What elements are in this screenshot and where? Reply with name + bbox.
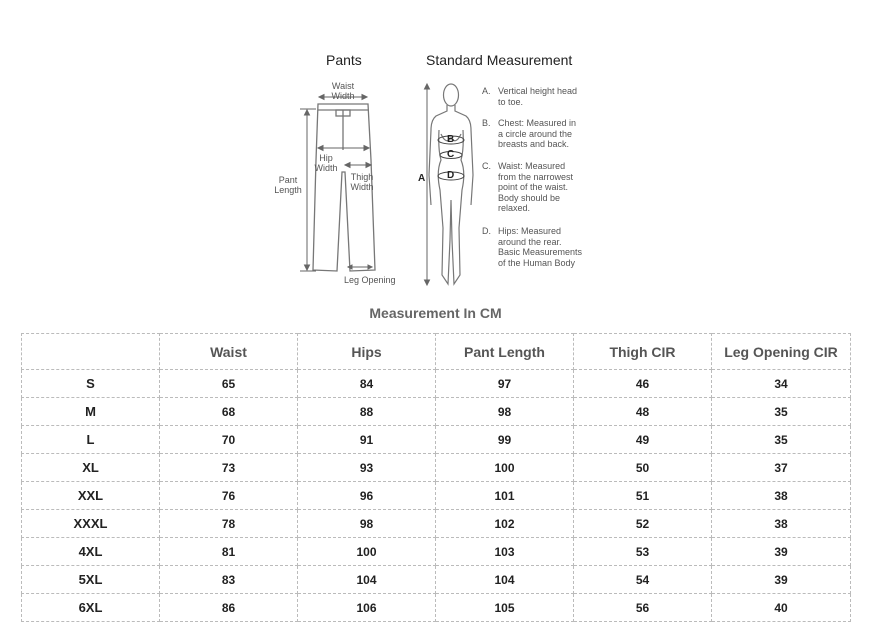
table-row bbox=[21, 538, 851, 566]
description-c: C. Waist: Measured from the narrowest point of the waist. Body should be relaxed. bbox=[482, 161, 574, 213]
waist-cell: 76 bbox=[160, 482, 298, 510]
standard-measurement-title: Standard Measurement bbox=[426, 52, 573, 68]
body-letter-b: B bbox=[447, 134, 455, 145]
hips-cell: 106 bbox=[298, 594, 436, 622]
leg-opening-cir-cell: 35 bbox=[712, 398, 851, 426]
thigh-cir-cell: 49 bbox=[574, 426, 712, 454]
leg-opening-cir-cell: 35 bbox=[712, 426, 851, 454]
height-arrow bbox=[425, 84, 430, 285]
waist-cell: 70 bbox=[160, 426, 298, 454]
leg-opening-label: Leg Opening bbox=[344, 275, 396, 285]
description-d: D. Hips: Measured around the rear. Basic Measurements of the Human Body bbox=[482, 226, 583, 268]
leg-opening-cir-cell: 39 bbox=[712, 538, 851, 566]
hips-cell: 93 bbox=[298, 454, 436, 482]
waist-cell: 65 bbox=[160, 370, 298, 398]
header-leg-opening-cir: Leg Opening CIR bbox=[712, 333, 851, 370]
size-cell: XL bbox=[21, 454, 160, 482]
pant-length-label: Pant Length bbox=[274, 175, 302, 195]
table-row bbox=[21, 510, 851, 538]
waist-cell: 83 bbox=[160, 566, 298, 594]
waist-width-label: Waist Width bbox=[331, 81, 355, 101]
body-letter-c: C bbox=[447, 149, 455, 160]
thigh-cir-cell: 52 bbox=[574, 510, 712, 538]
pants-title: Pants bbox=[326, 52, 362, 68]
hips-cell: 91 bbox=[298, 426, 436, 454]
table-row bbox=[21, 482, 851, 510]
waist-cell: 73 bbox=[160, 454, 298, 482]
leg-opening-cir-cell: 38 bbox=[712, 482, 851, 510]
thigh-cir-cell: 51 bbox=[574, 482, 712, 510]
leg-opening-cir-cell: 39 bbox=[712, 566, 851, 594]
diagram-graphics bbox=[0, 0, 871, 300]
hips-cell: 88 bbox=[298, 398, 436, 426]
thigh-cir-cell: 46 bbox=[574, 370, 712, 398]
leg-opening-arrow bbox=[348, 265, 372, 269]
body-letter-a: A bbox=[418, 173, 426, 184]
leg-opening-cir-cell: 38 bbox=[712, 510, 851, 538]
table-row bbox=[21, 594, 851, 622]
pant-length-cell: 100 bbox=[436, 454, 574, 482]
thigh-cir-cell: 53 bbox=[574, 538, 712, 566]
leg-opening-cir-cell: 40 bbox=[712, 594, 851, 622]
pant-length-cell: 98 bbox=[436, 398, 574, 426]
header-waist: Waist bbox=[160, 333, 298, 370]
size-cell: 5XL bbox=[21, 566, 160, 594]
size-chart-table bbox=[21, 333, 851, 622]
pant-length-cell: 97 bbox=[436, 370, 574, 398]
thigh-width-label: Thigh Width bbox=[350, 172, 374, 192]
size-cell: L bbox=[21, 426, 160, 454]
thigh-width-arrow bbox=[345, 163, 371, 168]
size-cell: 6XL bbox=[21, 594, 160, 622]
table-row bbox=[21, 398, 851, 426]
size-cell: XXL bbox=[21, 482, 160, 510]
size-cell: S bbox=[21, 370, 160, 398]
pant-length-cell: 103 bbox=[436, 538, 574, 566]
table-row bbox=[21, 370, 851, 398]
header-pant-length: Pant Length bbox=[436, 333, 574, 370]
hips-cell: 98 bbox=[298, 510, 436, 538]
waist-cell: 68 bbox=[160, 398, 298, 426]
hips-cell: 104 bbox=[298, 566, 436, 594]
thigh-cir-cell: 48 bbox=[574, 398, 712, 426]
description-b: B. Chest: Measured in a circle around the breasts and back. bbox=[482, 118, 577, 149]
hips-cell: 96 bbox=[298, 482, 436, 510]
table-row bbox=[21, 566, 851, 594]
thigh-cir-cell: 50 bbox=[574, 454, 712, 482]
thigh-cir-cell: 54 bbox=[574, 566, 712, 594]
description-a: A. Vertical height head to toe. bbox=[482, 86, 578, 107]
header-size bbox=[21, 333, 160, 370]
leg-opening-cir-cell: 37 bbox=[712, 454, 851, 482]
pant-length-cell: 104 bbox=[436, 566, 574, 594]
hip-width-label: Hip Width bbox=[314, 153, 338, 173]
measurement-diagram bbox=[0, 0, 871, 300]
header-thigh-cir: Thigh CIR bbox=[574, 333, 712, 370]
pant-length-cell: 101 bbox=[436, 482, 574, 510]
waist-cell: 86 bbox=[160, 594, 298, 622]
pant-length-cell: 99 bbox=[436, 426, 574, 454]
waist-cell: 78 bbox=[160, 510, 298, 538]
hips-cell: 84 bbox=[298, 370, 436, 398]
size-cell: 4XL bbox=[21, 538, 160, 566]
pant-length-cell: 105 bbox=[436, 594, 574, 622]
thigh-cir-cell: 56 bbox=[574, 594, 712, 622]
leg-opening-cir-cell: 34 bbox=[712, 370, 851, 398]
waist-cell: 81 bbox=[160, 538, 298, 566]
table-caption: Measurement In CM bbox=[369, 305, 502, 321]
pant-length-cell: 102 bbox=[436, 510, 574, 538]
body-letter-d: D bbox=[447, 170, 455, 181]
size-cell: M bbox=[21, 398, 160, 426]
table-header-row bbox=[21, 333, 851, 370]
size-cell: XXXL bbox=[21, 510, 160, 538]
table-row bbox=[21, 454, 851, 482]
table-row bbox=[21, 426, 851, 454]
header-hips: Hips bbox=[298, 333, 436, 370]
human-figure-illustration bbox=[429, 84, 473, 284]
hips-cell: 100 bbox=[298, 538, 436, 566]
